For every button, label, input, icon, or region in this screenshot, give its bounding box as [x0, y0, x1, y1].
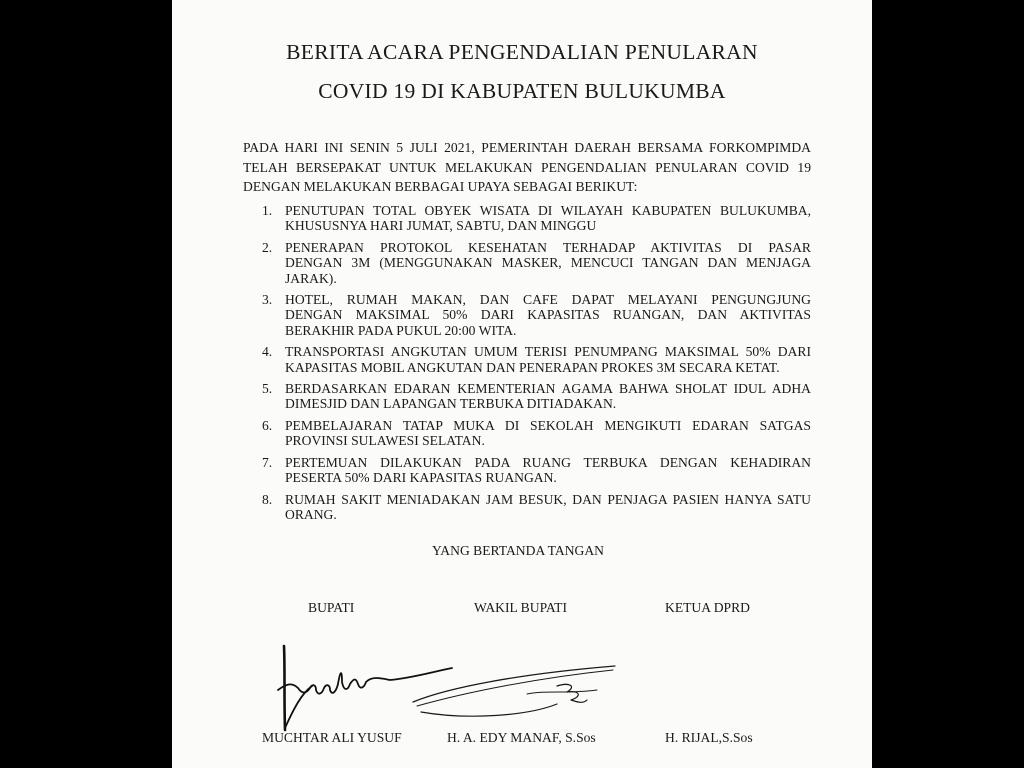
signatory-role-ketua-dprd: KETUA DPRD — [665, 600, 750, 615]
list-item-line: BERDASARKAN EDARAN KEMENTERIAN AGAMA BAHWA SHOLAT IDUL ADHA — [285, 381, 811, 397]
list-item-line: TRANSPORTASI ANGKUTAN UMUM TERISI PENUMPANG MAKSIMAL 50% DARI — [285, 344, 811, 360]
signature-wakil-bupati — [407, 660, 622, 725]
signatory-name-ketua-dprd: H. RIJAL,S.Sos — [665, 730, 753, 745]
list-item-line: DENGAN 3M (MENGGUNAKAN MASKER, MENCUCI TANGAN DAN MENJAGA — [285, 255, 811, 271]
list-item-line: ORANG. — [285, 506, 337, 522]
list-item-number: 5. — [262, 381, 273, 397]
list-item — [262, 418, 811, 449]
list-item-line: KAPASITAS MOBIL ANGKUTAN DAN PENERAPAN PROKES 3M SECARA KETAT. — [285, 359, 780, 375]
list-item-number: 1. — [262, 203, 273, 218]
document-title-line-1: BERITA ACARA PENGENDALIAN PENULARAN — [286, 40, 758, 64]
list-item-number: 3. — [262, 292, 273, 308]
list-item-line: PESERTA 50% DARI KAPASITAS RUANGAN. — [285, 470, 557, 486]
list-item — [262, 344, 811, 375]
intro-line: DENGAN MELAKUKAN BERBAGAI UPAYA SEBAGAI BERIKUT: — [243, 179, 638, 195]
list-item — [262, 292, 811, 338]
list-item-line: DIMESJID DAN LAPANGAN TERBUKA DITIADAKAN. — [285, 396, 617, 412]
list-item-number: 4. — [262, 344, 273, 360]
list-item-number: 6. — [262, 417, 273, 433]
list-item-line: PENERAPAN PROTOKOL KESEHATAN TERHADAP AKTIVITAS DI PASAR — [285, 239, 811, 255]
list-item-line: JARAK). — [285, 270, 337, 286]
signatory-role-wakil-bupati: WAKIL BUPATI — [474, 600, 568, 615]
signatory-role-bupati: BUPATI — [308, 600, 355, 615]
list-item-line: BERAKHIR PADA PUKUL 20:00 WITA. — [285, 322, 517, 338]
list-item — [262, 492, 811, 523]
intro-paragraph — [243, 138, 811, 197]
list-item — [262, 381, 811, 412]
list-item-line: PENUTUPAN TOTAL OBYEK WISATA DI WILAYAH KABUPATEN BULUKUMBA, — [285, 203, 811, 218]
list-item-number: 7. — [262, 454, 273, 470]
list-item-line: PERTEMUAN DILAKUKAN PADA RUANG TERBUKA DENGAN KEHADIRAN — [285, 454, 811, 470]
list-item-number: 2. — [262, 239, 273, 255]
list-item-number: 8. — [262, 491, 273, 507]
list-item — [262, 240, 811, 286]
signature-heading: YANG BERTANDA TANGAN — [432, 543, 604, 558]
intro-line: PADA HARI INI SENIN 5 JULI 2021, PEMERINTAH DAERAH BERSAMA FORKOMPIMDA — [243, 140, 811, 155]
document-title-line-2: COVID 19 DI KABUPATEN BULUKUMBA — [318, 79, 726, 103]
signatory-name-bupati: MUCHTAR ALI YUSUF — [262, 730, 402, 745]
list-item-line: KHUSUSNYA HARI JUMAT, SABTU, DAN MINGGU — [285, 218, 597, 234]
list-item — [262, 203, 811, 234]
list-item-line: PROVINSI SULAWESI SELATAN. — [285, 433, 485, 449]
list-item-line: DENGAN MAKSIMAL 50% DARI KAPASITAS RUANGAN, DAN AKTIVITAS — [285, 307, 811, 323]
intro-line: TELAH BERSEPAKAT UNTUK MELAKUKAN PENGENDALIAN PENULARAN COVID 19 — [243, 159, 811, 175]
list-item-line: HOTEL, RUMAH MAKAN, DAN CAFE DAPAT MELAYANI PENGUNGJUNG — [285, 292, 811, 308]
measures-list — [262, 203, 811, 528]
document-page — [172, 0, 872, 768]
signatory-name-wakil-bupati: H. A. EDY MANAF, S.Sos — [447, 730, 596, 745]
list-item — [262, 455, 811, 486]
list-item-line: PEMBELAJARAN TATAP MUKA DI SEKOLAH MENGIKUTI EDARAN SATGAS — [285, 417, 811, 433]
list-item-line: RUMAH SAKIT MENIADAKAN JAM BESUK, DAN PENJAGA PASIEN HANYA SATU — [285, 491, 811, 507]
